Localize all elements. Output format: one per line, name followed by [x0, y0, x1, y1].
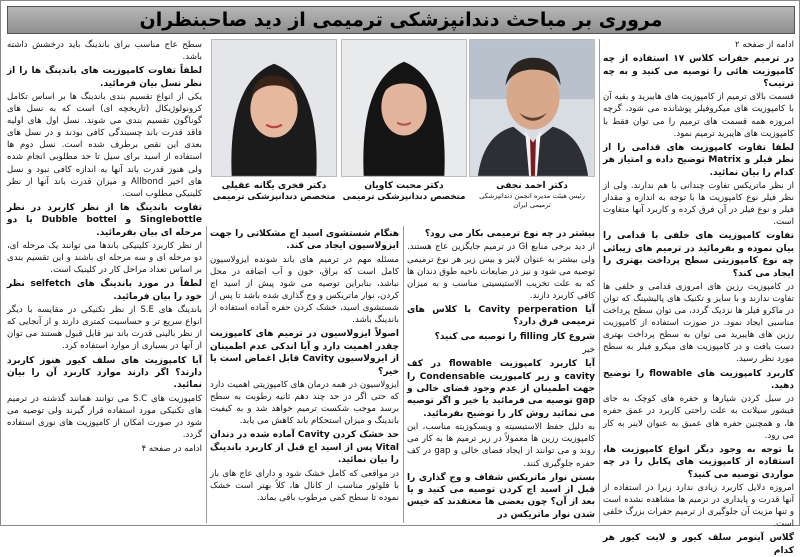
man-portrait-icon [470, 40, 594, 176]
portrait-najafi [469, 39, 595, 222]
article-column-2 [403, 226, 598, 523]
portrait-title: رئیس هیئت مدیره انجمن دندانپزشکی ترمیمی ایران [479, 192, 585, 209]
question-heading: گلاس آینومر سلف کیور و لایت کیور هر کدام [603, 533, 794, 556]
paragraph: کامپوزیت های S.C می توانند همانند گذشته در ترمیم های تکنیکی مورد استفاده قرار گیرند ولی توصیه می شود در صورت امکان از کامپوزیت های نوری استفاده گردد. [7, 393, 202, 441]
paragraph: ایزولاسیون در همه درمان های کامپوزیتی اهمیت دارد که حتی اگر در حد چند دهم ثانیه رطوبت به سطح برسد موجب شکست ترمیم خواهد شد و به کیفیت باندینگ و میزان استحکام باند کاهش می یابد. [210, 380, 399, 427]
article-column-1 [599, 39, 797, 556]
portrait-title: متخصص دندانپزشکی ترمیمی [212, 192, 336, 202]
paragraph: در مواقعی که کامل خشک شود و دارای عاج های باز با فلوئور مناسب از کانال ها، کلاً بهتر است خشک نموده تا سطح کمی مرطوب باقی بماند. [210, 468, 399, 503]
question-heading: بستن نوار ماتریکس شفاف و وج گذاری را قبل از اسید اچ کردن توصیه می کنید و یا بعد از آن؟ چون بعضی ها معتقدند که خیس شدن نوار ماتریکس در [407, 472, 595, 520]
paragraph: در سیل کردن شیارها و حفره های کوچک به جای فیشور سیلانت به علت راحتی کاربرد در عمق حفره ها، و همچنین حفره های عمیق به عنوان لاینر به کار می رود. [603, 394, 794, 441]
woman-portrait-icon [212, 40, 336, 176]
portrait-row [207, 39, 597, 222]
question-heading: هنگام شستشوی اسید اچ مشکلاتی را جهت ایزولاسیون ایجاد می کند. [210, 229, 399, 252]
paragraph: ادامه در صفحه ۴ [141, 444, 202, 455]
question-heading: لطفا تفاوت کامپوزیت های قدامی را از نظر فیلر و Matrix توضیح داده و امتیاز هر کدام را بیان نمائید. [603, 142, 794, 178]
question-heading: آیا Cavity perperation با کلاس های ترمیمی فرق دارد؟ [407, 304, 596, 328]
portrait-kavian [341, 39, 467, 222]
question-heading: کاربرد کامپوزیت های flowable را توضیح دهید. [603, 368, 794, 391]
question-heading: بیشتر در چه نوع ترمیمی بکار می رود؟ [424, 229, 595, 239]
paragraph: از نظر کاربرد کلینیکی باندها می توانند یک مرحله ای، دو مرحله ای و سه مرحله ای باشند و این تقسیم بندی بر اساس تعداد مراحل کار در کلینیک است. [7, 241, 202, 276]
question-heading: تفاوت باندینگ ها از نظر کاربرد در نظر Singlebottle و Dubble bottel یا دو مرحله ای بیان بفرمائید. [7, 202, 202, 238]
portrait-aghili [211, 39, 337, 222]
question-heading: تفاوت کامپوزیت های خلفی با قدامی را بیان نموده و بفرمائید در ترمیم های زیبائی چه نوع کامپوزیتی سطح پرداخت بهتری را ایجاد می کند؟ [603, 231, 794, 279]
paragraph: خیر [582, 345, 595, 356]
paragraph: در کامپوزیت رزین های امروزی قدامی و خلفی ها تفاوت ندارند و با سایز و تکنیک های پالیشینگ که توان در ماکرو فیلر ها نزدیک گردد، می توان سطح پرداخت مناسبی ایجاد نمود. در صورت استفاده از کامپوزیت رزین های هایبرید می توان به سطح پرداخت بهتری دست یافت و در کامپوزیت های میکرو فیلر به سطح مورد نظر رسید. [603, 281, 794, 365]
portrait-title: متخصص دندانپزشکی ترمیمی [342, 192, 466, 202]
question-heading: حد خشک کردن Cavity آماده شده در دندان Vital پس از اسید اچ قبل از کاربرد باندینگ را بیان نمائید. [210, 430, 399, 466]
portrait-photo-kavian [341, 39, 467, 177]
paragraph: باندینگ های S.E از نظر تکنیکی در مقایسه با دیگر انواع سریع تر و حساسیت کمتری دارند و از آنجایی که از نظر بالینی قدرت باند نیز قابل قبول هستند می توان از آنها در بسیاری از موارد استفاده کرد. [7, 305, 202, 352]
portrait-name: دکتر احمد نجفی [496, 181, 568, 191]
question-heading: آیا کامپوزیت های سلف کیور هنوز کاربرد دارند؟ اگر دارند موارد کاربرد آن را بیان نمائید. [7, 355, 202, 391]
article-column-3 [206, 226, 402, 523]
portrait-name: دکتر محبت کاویان [364, 181, 444, 191]
headline: مروری بر مباحث دندانپزشکی ترمیمی از دید صاحبنظران [139, 9, 663, 31]
article-column-4 [4, 39, 205, 523]
paragraph: امروزه دلایل کاربرد زیادی ندارد زیرا در استفاده از آنها قدرت و پایداری در ترمیم ها مشاهده نشده است و تنها مزیت آن جلوگیری از ترمیم حفرات بزرگ خلفی است. [603, 482, 794, 530]
question-heading: آیا کاربرد کامپوزیت flowable در کف cavity و زیر کامپوزیت Condensable را جهت اطمینان از عدم وجود فضای خالی و gap توصیه می فرمائید یا خیر و اگر توصیه می نمائید روش کار را توضیح بفرمائید. [407, 359, 595, 419]
paragraph: قسمت بالای ترمیم از کامپوزیت های هایبرید و بقیه آن با کامپوزیت های میکروفیلر پوشانده می شود، گرچه امروزه همه قسمت های ترمیم را می توان فقط با کامپوزیت های هایبرید ترمیم نمود. [603, 92, 794, 139]
portrait-name: دکتر فخری یگانه عقیلی [221, 181, 327, 191]
question-heading: لطفاً تفاوت کامپوزیت های باندینگ ها را از نظر نسل بیان فرمائید. [7, 66, 202, 89]
question-heading: اصولاً ایزولاسیون در ترمیم های کامپوزیت چقدر اهمیت دارد و آیا اندکی عدم اطمینان از ایزولاسیون Cavity قابل اغماض است یا خیر؟ [210, 329, 399, 377]
paragraph: از نظر ماتریکس تفاوت چندانی با هم ندارند. ولی از نظر فیلر نوع کامپوزیت ها با توجه به اندازه و مقدار فیلر و نوع فیلر در آن فرق کرده و کاربرد آنها متفاوت است. [603, 180, 794, 228]
portrait-photo-aghili [211, 39, 337, 177]
question-heading: در ترمیم حفرات کلاس ۱۷ استفاده از چه کامپوزیت هائی را توصیه می کنید و به چه ترتیب؟ [603, 54, 794, 89]
paragraph: از دید برخی منابع GI در ترمیم جایگزین عاج هستند. ولی بیشتر به عنوان لاینر و بیس زیر هر نوع ترمیمی توصیه می شود و نیز در ضایعات ناحیه طوق دندان ها که به علت تخریب الاستیسیتی مناسب و به میزان کافی کاربرد دارند. [407, 242, 595, 301]
paragraph: یکی از انواع تقسیم بندی باندینگ ها بر اساس تکامل کرونولوژیکال (تاریخچه ای) است که به نسل های گوناگون تقسیم بندی می شوند. نسل اول های اولیه فاقد قدرت باند چسبندگی کافی بودند و در نسل های بعدی این نقص برطرف شده است. نسل دوم ها استفاده از اسید برای سیل تا حد مطلوبی انجام شده ولی هنوز قدرت باند آنها به اندازه کافی نبود و نسل های اخیر Allbond و میزان قدرت باند آنها از نظر کلینیکی مطلوب است. [7, 92, 203, 199]
paragraph: به دلیل حفظ الاستیسیته و ویسکوزیته مناسب، این کامپوزیت رزین ها معمولاً در زیر ترمیم ها به کار می روند و می توانند از ایجاد فضای خالی و gap در کف حفره جلوگیری کنند. [407, 422, 596, 469]
question-heading: لطفاً در مورد باندینگ های selfetch نظر خود را بیان فرمائید. [7, 279, 202, 302]
paragraph: سطح عاج مناسب برای باندینگ باید درخشش داشته باشد. [7, 40, 202, 63]
portrait-photo-najafi [469, 39, 595, 177]
paragraph: ادامه از صفحه ۲ [735, 40, 794, 50]
question-heading: با توجه به وجود دیگر انواع کامپوزیت ها، استفاده از کامپوزیت های پکابل را در چه مواردی توصیه می کنید؟ [603, 444, 794, 480]
woman-portrait-icon [342, 40, 466, 176]
headline-bar [7, 6, 795, 34]
paragraph: مسئله مهم در ترمیم های باند شونده ایزولاسیون کامل است که براق، خون و آب اضافه در محل نباشد، بنابراین توصیه می شود پیش از اسید اچ کردن، نوار ماتریکس و وج گذاری شده باشد تا پس از شستشوی اسید، خشک کردن حفره آماده استفاده از باندینگ باشد. [210, 254, 399, 326]
question-heading: شروع کار filling را توصیه می کنید؟ [434, 331, 595, 342]
